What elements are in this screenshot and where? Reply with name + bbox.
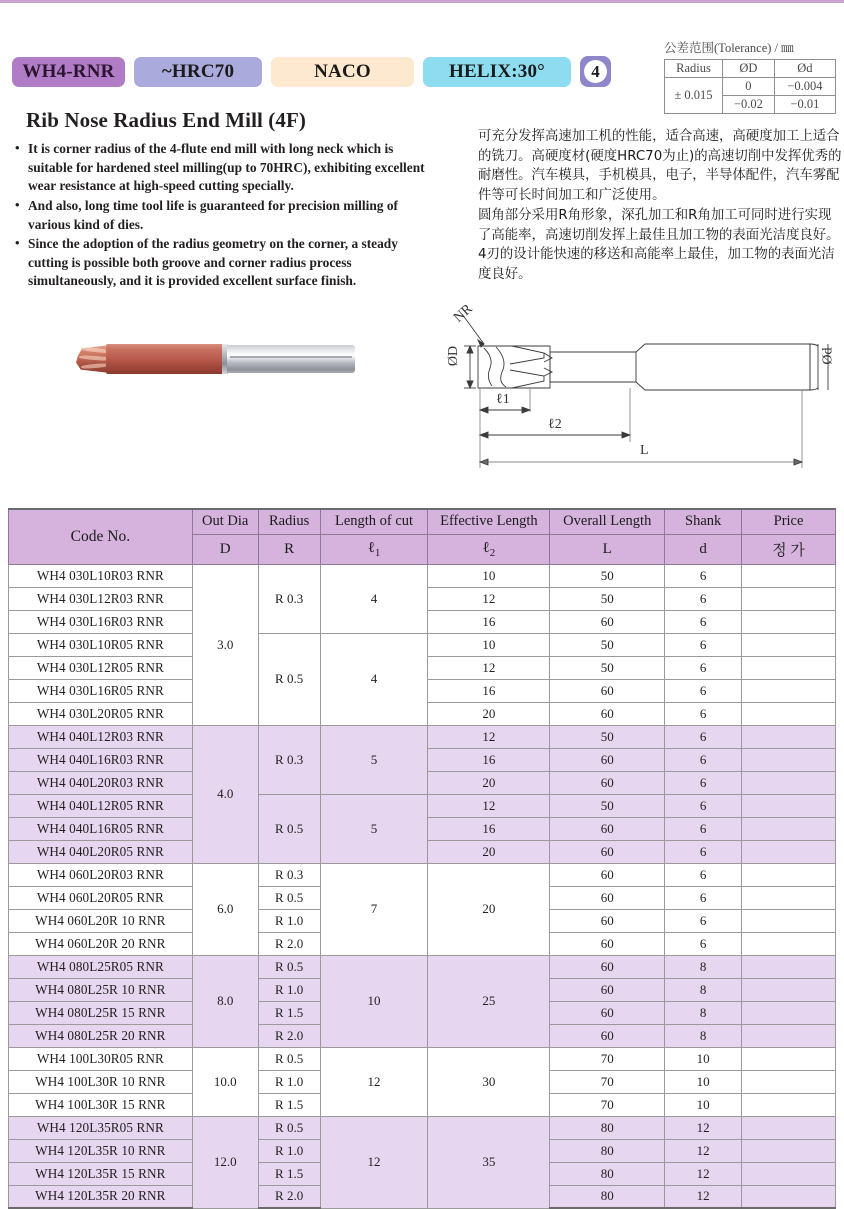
- cell-price: [742, 794, 836, 817]
- cell-shank: 12: [665, 1162, 742, 1185]
- cell-code: WH4 120L35R05 RNR: [9, 1116, 193, 1139]
- spec-badge-row: [12, 56, 611, 87]
- cell-code: WH4 100L30R 15 RNR: [9, 1093, 193, 1116]
- cell-code: WH4 040L16R05 RNR: [9, 817, 193, 840]
- shank-highlight: [230, 356, 352, 358]
- cell-shank: 6: [665, 679, 742, 702]
- cell-shank: 6: [665, 771, 742, 794]
- cell-effective-length: 20: [428, 840, 550, 863]
- column-header-shank: Shank: [665, 509, 742, 534]
- cell-shank: 8: [665, 955, 742, 978]
- cell-shank: 8: [665, 1001, 742, 1024]
- badge-product-code: WH4-RNR: [12, 57, 125, 87]
- cell-shank: 6: [665, 564, 742, 587]
- cell-code: WH4 080L25R 20 RNR: [9, 1024, 193, 1047]
- cell-code: WH4 040L20R03 RNR: [9, 771, 193, 794]
- cell-overall-length: 80: [550, 1185, 665, 1208]
- cell-out-dia: 4.0: [192, 725, 258, 863]
- cell-overall-length: 50: [550, 794, 665, 817]
- cell-shank: 6: [665, 863, 742, 886]
- cell-overall-length: 80: [550, 1139, 665, 1162]
- cell-price: [742, 1139, 836, 1162]
- cell-shank: 12: [665, 1139, 742, 1162]
- tolerance-title-en: (Tolerance) / ㎜: [714, 41, 794, 55]
- cell-overall-length: 60: [550, 817, 665, 840]
- cell-out-dia: 6.0: [192, 863, 258, 955]
- cell-overall-length: 60: [550, 702, 665, 725]
- tolerance-header-radius: Radius: [665, 60, 723, 78]
- cell-length-of-cut: 4: [320, 633, 428, 725]
- cell-effective-length: 10: [428, 633, 550, 656]
- cell-shank: 6: [665, 817, 742, 840]
- cell-radius: R 0.5: [258, 794, 320, 863]
- cell-price: [742, 633, 836, 656]
- cell-radius: R 1.5: [258, 1001, 320, 1024]
- cell-overall-length: 60: [550, 978, 665, 1001]
- badge-helix-angle: HELIX:30°: [423, 57, 571, 87]
- cell-effective-length: 16: [428, 610, 550, 633]
- cell-code: WH4 060L20R 10 RNR: [9, 909, 193, 932]
- cell-price: [742, 840, 836, 863]
- column-symbol-L: L: [550, 534, 665, 564]
- cell-code: WH4 120L35R 15 RNR: [9, 1162, 193, 1185]
- column-header-overall-length: Overall Length: [550, 509, 665, 534]
- cell-price: [742, 725, 836, 748]
- cell-code: WH4 030L12R05 RNR: [9, 656, 193, 679]
- column-header-radius: Radius: [258, 509, 320, 534]
- cell-effective-length: 12: [428, 725, 550, 748]
- cell-shank: 6: [665, 794, 742, 817]
- cell-radius: R 0.3: [258, 725, 320, 794]
- cell-radius: R 2.0: [258, 1024, 320, 1047]
- cell-effective-length: 20: [428, 771, 550, 794]
- cell-price: [742, 1116, 836, 1139]
- cell-price: [742, 771, 836, 794]
- cell-overall-length: 60: [550, 1024, 665, 1047]
- tolerance-title: [664, 38, 840, 56]
- badge-coating: NACO: [271, 57, 414, 87]
- cell-code: WH4 040L20R05 RNR: [9, 840, 193, 863]
- description-chinese: [478, 127, 844, 285]
- cell-shank: 6: [665, 610, 742, 633]
- cell-radius: R 0.5: [258, 886, 320, 909]
- tolerance-table: [664, 59, 836, 114]
- cell-shank: 6: [665, 932, 742, 955]
- cell-radius: R 1.0: [258, 1139, 320, 1162]
- cell-code: WH4 100L30R05 RNR: [9, 1047, 193, 1070]
- cell-shank: 8: [665, 978, 742, 1001]
- cell-out-dia: 8.0: [192, 955, 258, 1047]
- column-symbol-l2: ℓ$_2$: [428, 534, 550, 564]
- cell-effective-length: 10: [428, 564, 550, 587]
- label-corner-radius: NR: [451, 301, 476, 326]
- table-row: [9, 863, 836, 886]
- cell-effective-length: 25: [428, 955, 550, 1047]
- cell-price: [742, 955, 836, 978]
- cell-shank: 6: [665, 886, 742, 909]
- cell-shank: 8: [665, 1024, 742, 1047]
- tolerance-header-shank-dia: Ød: [774, 60, 835, 78]
- cell-shank: 6: [665, 587, 742, 610]
- badge-hardness: ~HRC70: [134, 57, 262, 87]
- cell-price: [742, 564, 836, 587]
- cell-shank: 6: [665, 725, 742, 748]
- column-symbol-l1: ℓ$_1$: [320, 534, 428, 564]
- table-row: [9, 564, 836, 587]
- tolerance-box: [664, 38, 840, 114]
- cell-price: [742, 679, 836, 702]
- cell-overall-length: 60: [550, 610, 665, 633]
- cell-code: WH4 120L35R 10 RNR: [9, 1139, 193, 1162]
- cell-code: WH4 030L20R05 RNR: [9, 702, 193, 725]
- tolerance-d-lower: −0.02: [723, 96, 775, 114]
- cell-price: [742, 610, 836, 633]
- cell-overall-length: 50: [550, 656, 665, 679]
- cell-effective-length: 12: [428, 587, 550, 610]
- cell-code: WH4 030L12R03 RNR: [9, 587, 193, 610]
- cell-shank: 12: [665, 1116, 742, 1139]
- tolerance-d-upper: 0: [723, 78, 775, 96]
- cell-shank: 6: [665, 656, 742, 679]
- column-header-price: Price: [742, 509, 836, 534]
- cell-price: [742, 1024, 836, 1047]
- cell-code: WH4 080L25R05 RNR: [9, 955, 193, 978]
- cell-price: [742, 1093, 836, 1116]
- cell-overall-length: 60: [550, 863, 665, 886]
- cell-shank: 6: [665, 748, 742, 771]
- cell-radius: R 0.3: [258, 564, 320, 633]
- column-symbol-d-shank: d: [665, 534, 742, 564]
- cell-code: WH4 040L16R03 RNR: [9, 748, 193, 771]
- list-item: • And also, long time tool life is guaranteed for precision milling of various kind of dies.: [28, 197, 440, 234]
- cell-code: WH4 030L16R03 RNR: [9, 610, 193, 633]
- table-header-row: [9, 509, 836, 534]
- cell-radius: R 0.5: [258, 955, 320, 978]
- cell-shank: 10: [665, 1093, 742, 1116]
- tool-shank: [227, 345, 355, 373]
- cell-price: [742, 817, 836, 840]
- cell-price: [742, 978, 836, 1001]
- cell-overall-length: 60: [550, 886, 665, 909]
- table-row: [9, 955, 836, 978]
- tolerance-radius-value: ± 0.015: [665, 78, 723, 114]
- label-shank-diameter: Ød: [820, 347, 836, 365]
- cell-radius: R 1.0: [258, 909, 320, 932]
- cell-overall-length: 50: [550, 587, 665, 610]
- cell-shank: 6: [665, 702, 742, 725]
- cell-effective-length: 16: [428, 679, 550, 702]
- cell-length-of-cut: 4: [320, 564, 428, 633]
- cell-effective-length: 20: [428, 863, 550, 955]
- cell-shank: 10: [665, 1070, 742, 1093]
- description-paragraph: 4刃的设计能快速的移送和高能率上最佳，加工物的表面光洁度良好。: [478, 247, 835, 282]
- table-row: [9, 1047, 836, 1070]
- cell-overall-length: 70: [550, 1047, 665, 1070]
- cell-overall-length: 60: [550, 840, 665, 863]
- cell-code: WH4 060L20R03 RNR: [9, 863, 193, 886]
- cell-code: WH4 080L25R 10 RNR: [9, 978, 193, 1001]
- table-row: [665, 60, 836, 78]
- column-header-effective-length: Effective Length: [428, 509, 550, 534]
- cell-length-of-cut: 12: [320, 1047, 428, 1116]
- cell-code: WH4 030L10R03 RNR: [9, 564, 193, 587]
- label-effective-length: ℓ2: [548, 417, 562, 432]
- cell-effective-length: 20: [428, 702, 550, 725]
- tolerance-header-outer-dia: ØD: [723, 60, 775, 78]
- specification-table: [8, 508, 836, 1209]
- cell-effective-length: 35: [428, 1116, 550, 1208]
- list-item: • It is corner radius of the 4-flute end mill with long neck which is suitable for hardened steel milling(up to 70HRC), exhibiting excellent wear resistance at high-speed cutting specially.: [28, 140, 440, 196]
- tolerance-dd-lower: −0.01: [774, 96, 835, 114]
- page-top-rule: [0, 0, 844, 3]
- cell-code: WH4 060L20R05 RNR: [9, 886, 193, 909]
- tolerance-dd-upper: −0.004: [774, 78, 835, 96]
- tolerance-title-cn: 公差范围: [664, 41, 715, 55]
- cell-effective-length: 12: [428, 656, 550, 679]
- table-row: [9, 794, 836, 817]
- cell-overall-length: 60: [550, 1001, 665, 1024]
- description-paragraph: 可充分发挥高速加工机的性能，适合高速，高硬度加工上适合的铣刀。高硬度材(硬度HRC70为止)的高速切削中发挥优秀的耐磨性。汽车模具，手机模具，电子，半导体配件，汽车雾配件等可长时间加工和广泛使用。: [478, 129, 842, 204]
- cell-price: [742, 1185, 836, 1208]
- cell-price: [742, 863, 836, 886]
- cell-radius: R 0.5: [258, 633, 320, 725]
- label-cutting-diameter: ØD: [446, 345, 462, 367]
- cell-shank: 6: [665, 840, 742, 863]
- cell-price: [742, 702, 836, 725]
- cell-price: [742, 587, 836, 610]
- cell-length-of-cut: 5: [320, 794, 428, 863]
- label-overall-length: L: [640, 443, 649, 458]
- cell-overall-length: 80: [550, 1162, 665, 1185]
- cell-radius: R 2.0: [258, 932, 320, 955]
- cell-price: [742, 886, 836, 909]
- cell-overall-length: 50: [550, 725, 665, 748]
- cell-code: WH4 040L12R05 RNR: [9, 794, 193, 817]
- table-row: [9, 633, 836, 656]
- cell-out-dia: 3.0: [192, 564, 258, 725]
- badge-flute-count: [580, 56, 611, 87]
- cell-overall-length: 60: [550, 771, 665, 794]
- cell-code: WH4 120L35R 20 RNR: [9, 1185, 193, 1208]
- cell-radius: R 1.0: [258, 978, 320, 1001]
- cell-out-dia: 10.0: [192, 1047, 258, 1116]
- table-row: [9, 725, 836, 748]
- cell-radius: R 0.3: [258, 863, 320, 886]
- cell-price: [742, 1162, 836, 1185]
- cell-code: WH4 080L25R 15 RNR: [9, 1001, 193, 1024]
- label-length-of-cut: ℓ1: [496, 392, 510, 407]
- cell-price: [742, 656, 836, 679]
- cell-shank: 10: [665, 1047, 742, 1070]
- cell-length-of-cut: 5: [320, 725, 428, 794]
- table-row: [9, 1116, 836, 1139]
- cell-code: WH4 060L20R 20 RNR: [9, 932, 193, 955]
- column-header-length-of-cut: Length of cut: [320, 509, 428, 534]
- cell-radius: R 1.5: [258, 1162, 320, 1185]
- cell-overall-length: 50: [550, 633, 665, 656]
- cell-overall-length: 70: [550, 1070, 665, 1093]
- technical-drawing: [440, 300, 844, 495]
- cell-price: [742, 1047, 836, 1070]
- cell-radius: R 1.0: [258, 1070, 320, 1093]
- cell-radius: R 0.5: [258, 1047, 320, 1070]
- cell-code: WH4 040L12R03 RNR: [9, 725, 193, 748]
- cell-overall-length: 60: [550, 955, 665, 978]
- cell-overall-length: 60: [550, 932, 665, 955]
- cell-overall-length: 60: [550, 679, 665, 702]
- column-header-code: Code No.: [9, 509, 193, 564]
- cell-shank: 12: [665, 1185, 742, 1208]
- cell-overall-length: 60: [550, 909, 665, 932]
- cell-code: WH4 030L16R05 RNR: [9, 679, 193, 702]
- cell-price: [742, 1001, 836, 1024]
- cell-effective-length: 16: [428, 817, 550, 840]
- cell-price: [742, 909, 836, 932]
- cell-code: WH4 100L30R 10 RNR: [9, 1070, 193, 1093]
- table-header: [9, 509, 836, 564]
- page-title: Rib Nose Radius End Mill (4F): [26, 108, 307, 132]
- column-symbol-d: D: [192, 534, 258, 564]
- description-paragraph: 圆角部分采用R角形象，深孔加工和R角加工可同时进行实现了高能率，高速切削发挥上最佳且加工物的表面光洁度良好。: [478, 207, 840, 243]
- cell-radius: R 2.0: [258, 1185, 320, 1208]
- cell-effective-length: 30: [428, 1047, 550, 1116]
- cell-shank: 6: [665, 909, 742, 932]
- product-photo: [68, 336, 358, 382]
- column-symbol-price: 정 가: [742, 534, 836, 564]
- feature-list: [8, 140, 440, 292]
- column-header-out-dia: Out Dia: [192, 509, 258, 534]
- cell-overall-length: 80: [550, 1116, 665, 1139]
- cell-price: [742, 932, 836, 955]
- column-symbol-r: R: [258, 534, 320, 564]
- cell-shank: 6: [665, 633, 742, 656]
- badge-flute-count-label: 4: [591, 61, 600, 81]
- cell-effective-length: 16: [428, 748, 550, 771]
- cell-overall-length: 60: [550, 748, 665, 771]
- cell-price: [742, 1070, 836, 1093]
- coated-head: [106, 344, 224, 374]
- cell-length-of-cut: 7: [320, 863, 428, 955]
- cell-overall-length: 70: [550, 1093, 665, 1116]
- cell-overall-length: 50: [550, 564, 665, 587]
- table-body: [9, 564, 836, 1208]
- cell-length-of-cut: 10: [320, 955, 428, 1047]
- list-item: • Since the adoption of the radius geometry on the corner, a steady cutting is possible both groove and corner radius process simultaneously, and it is provided excellent surface finish.: [28, 235, 440, 291]
- cell-length-of-cut: 12: [320, 1116, 428, 1208]
- cell-radius: R 0.5: [258, 1116, 320, 1139]
- cell-code: WH4 030L10R05 RNR: [9, 633, 193, 656]
- table-row: [665, 78, 836, 96]
- cell-price: [742, 748, 836, 771]
- cell-radius: R 1.5: [258, 1093, 320, 1116]
- cell-effective-length: 12: [428, 794, 550, 817]
- cell-out-dia: 12.0: [192, 1116, 258, 1208]
